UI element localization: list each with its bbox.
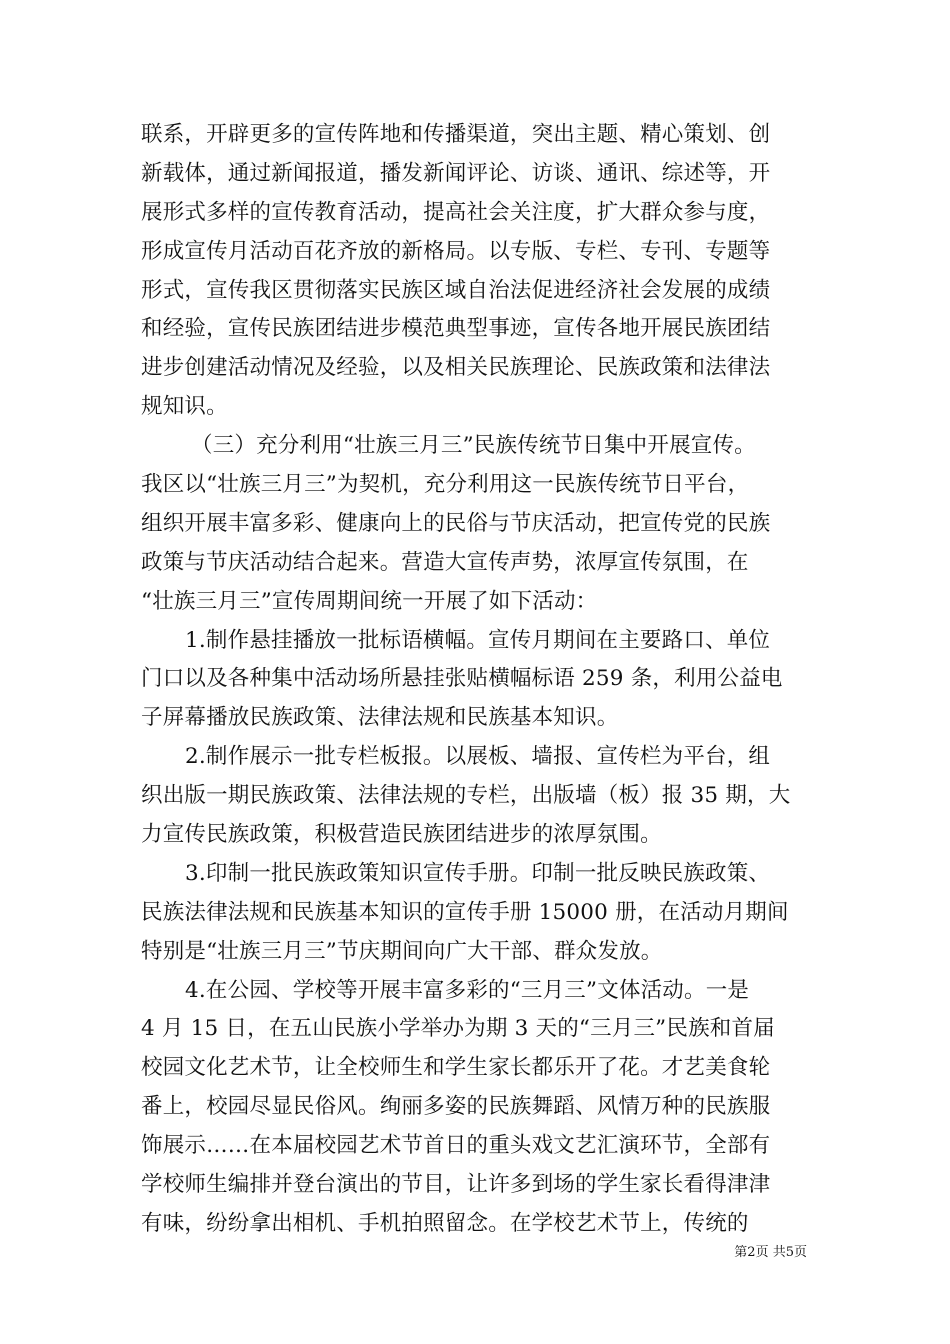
total-page-number: 5 bbox=[785, 1245, 794, 1260]
text-line: 民族法律法规和民族基本知识的宣传手册 15000 册，在活动月期间 bbox=[141, 899, 789, 925]
text-line: 和经验，宣传民族团结进步模范典型事迹，宣传各地开展民族团结 bbox=[141, 316, 771, 342]
text-line: 联系，开辟更多的宣传阵地和传播渠道，突出主题、精心策划、创 bbox=[141, 122, 771, 147]
section-heading: （三）充分利用“壮族三月三”民族传统节日集中开展宣传。 bbox=[191, 433, 756, 459]
text-line: 进步创建活动情况及经验，以及相关民族理论、民族政策和法律法 bbox=[141, 355, 771, 381]
text-line: 新载体，通过新闻报道，播发新闻评论、访谈、通讯、综述等，开 bbox=[141, 160, 771, 186]
text-line: 有味，纷纷拿出相机、手机拍照留念。在学校艺术节上，传统的 bbox=[141, 1210, 749, 1236]
text-line: 特别是“壮族三月三”节庆期间向广大干部、群众发放。 bbox=[141, 938, 663, 964]
list-item-3: 3.印制一批民族政策知识宣传手册。印制一批反映民族政策、 bbox=[185, 860, 771, 886]
text-line: 番上，校园尽显民俗风。绚丽多姿的民族舞蹈、风情万种的民族服 bbox=[141, 1094, 771, 1120]
footer-prefix: 第 bbox=[734, 1245, 748, 1260]
footer-middle: 页 共 bbox=[755, 1245, 786, 1260]
text-line: 门口以及各种集中活动场所悬挂张贴横幅标语 259 条，利用公益电 bbox=[141, 666, 783, 692]
list-item-4: 4.在公园、学校等开展丰富多彩的“三月三”文体活动。一是 bbox=[185, 977, 750, 1003]
text-line: 规知识。 bbox=[141, 394, 228, 420]
text-line: 展形式多样的宣传教育活动，提高社会关注度，扩大群众参与度， bbox=[141, 199, 771, 225]
text-line: 力宣传民族政策，积极营造民族团结进步的浓厚氛围。 bbox=[141, 822, 662, 848]
text-line: 子屏幕播放民族政策、法律法规和民族基本知识。 bbox=[141, 705, 619, 731]
text-line: 织出版一期民族政策、法律法规的专栏，出版墙（板）报 35 期，大 bbox=[141, 783, 791, 809]
footer-suffix: 页 bbox=[793, 1245, 807, 1260]
text-line: 校园文化艺术节，让全校师生和学生家长都乐开了花。才艺美食轮 bbox=[141, 1055, 771, 1081]
text-line: 政策与节庆活动结合起来。营造大宣传声势，浓厚宣传氛围，在 bbox=[141, 549, 749, 575]
text-line: “壮族三月三”宣传周期间统一开展了如下活动： bbox=[141, 588, 598, 614]
text-line: 形成宣传月活动百花齐放的新格局。以专版、专栏、专刊、专题等 bbox=[141, 238, 771, 264]
body-text bbox=[141, 116, 811, 1244]
text-line: 我区以“壮族三月三”为契机，充分利用这一民族传统节日平台， bbox=[141, 472, 750, 498]
current-page-number: 2 bbox=[747, 1245, 756, 1260]
list-item-2: 2.制作展示一批专栏板报。以展板、墙报、宣传栏为平台，组 bbox=[185, 744, 771, 770]
text-line: 4 月 15 日，在五山民族小学举办为期 3 天的“三月三”民族和首届 bbox=[141, 1016, 775, 1042]
text-line: 学校师生编排并登台演出的节目，让许多到场的学生家长看得津津 bbox=[141, 1172, 771, 1198]
list-item-1: 1.制作悬挂播放一批标语横幅。宣传月期间在主要路口、单位 bbox=[185, 627, 771, 653]
text-line: 形式，宣传我区贯彻落实民族区域自治法促进经济社会发展的成绩 bbox=[141, 277, 771, 303]
text-line: 饰展示……在本届校园艺术节首日的重头戏文艺汇演环节，全部有 bbox=[141, 1133, 771, 1159]
text-line: 组织开展丰富多彩、健康向上的民俗与节庆活动，把宣传党的民族 bbox=[141, 510, 771, 536]
page-number-footer bbox=[734, 1245, 807, 1261]
